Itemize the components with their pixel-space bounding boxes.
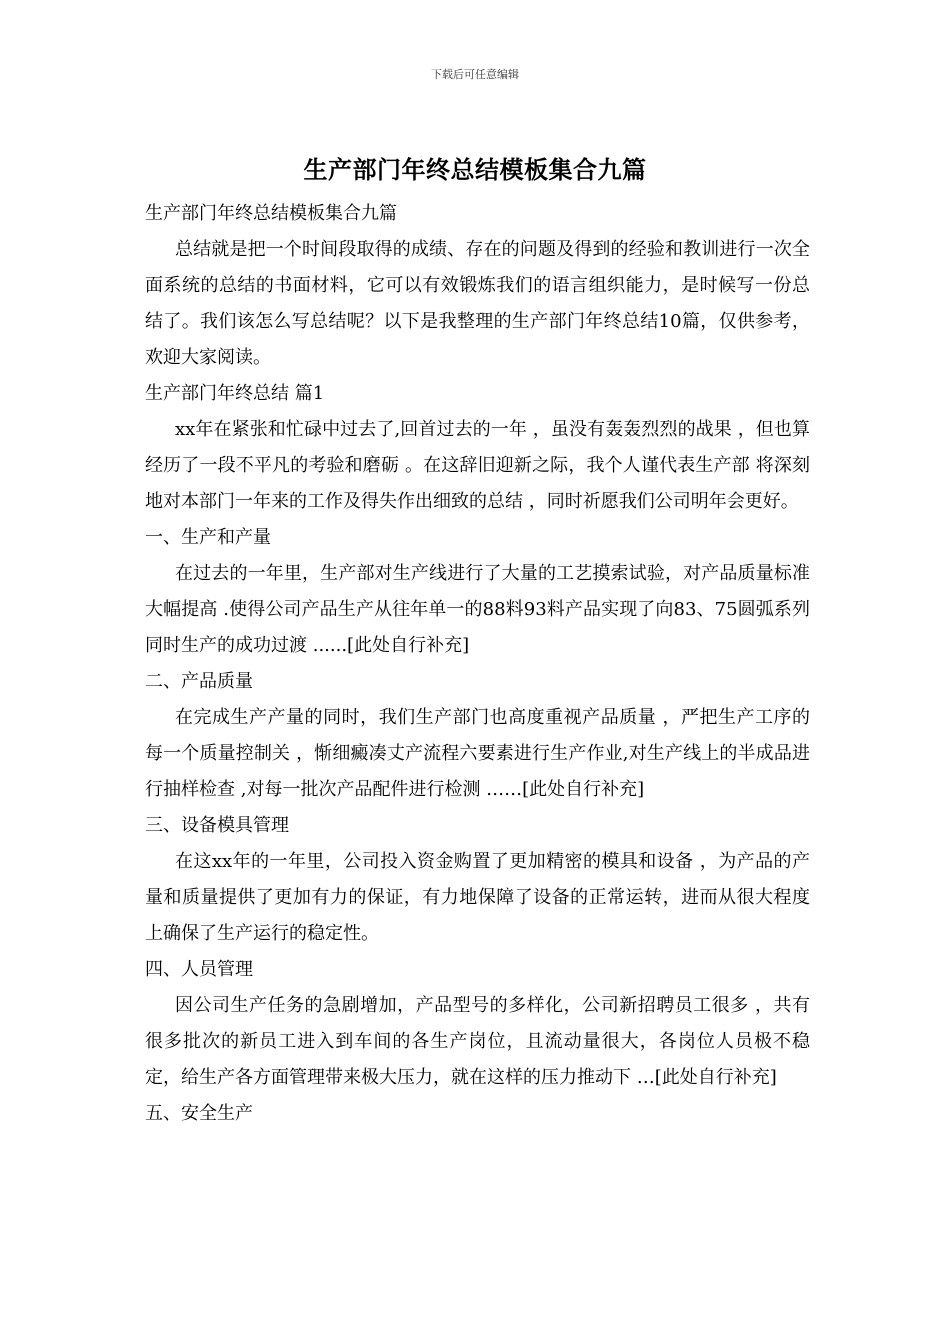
heading-product-quality: 二、产品质量 — [145, 671, 253, 692]
heading-personnel-management: 四、人员管理 — [145, 959, 253, 980]
heading-production-output: 一、生产和产量 — [145, 527, 271, 548]
document-body — [145, 196, 810, 1132]
paragraph-product-quality: 在完成生产产量的同时，我们生产部门也高度重视产品质量 ，严把生产工序的每一个质量控制关 ，惭细癜凑丈产流程六要素进行生产作业,对生产线上的半成品进行抽样检查 ,对每一批次产品配件进行检测 ……[此处自行补充] — [145, 707, 810, 800]
paragraph-equipment-management: 在这xx年的一年里，公司投入资金购置了更加精密的模具和设备 ，为产品的产量和质量提供了更加有力的保证，有力地保障了设备的正常运转，进而从很大程度上确保了生产运行的稳定性。 — [145, 851, 810, 944]
section-title-part1: 生产部门年终总结 篇1 — [145, 383, 325, 404]
paragraph-personnel-management: 因公司生产任务的急剧增加，产品型号的多样化，公司新招聘员工很多 ，共有很多批次的新员工进入到车间的各生产岗位，且流动量很大，各岗位人员极不稳定，给生产各方面管理带来极大压力，就在这样的压力推动下 …[此处自行补充] — [145, 995, 810, 1088]
heading-safety-production: 五、安全生产 — [145, 1103, 253, 1124]
header-note: 下载后可任意编辑 — [431, 68, 519, 81]
heading-equipment-management: 三、设备模具管理 — [145, 815, 289, 836]
opening-paragraph: xx年在紧张和忙碌中过去了,回首过去的一年 ，虽没有轰轰烈烈的战果 ，但也算经历了一段不平凡的考验和磨砺 。在这辞旧迎新之际，我个人谨代表生产部 将深刻地对本部门一年来的工作及得失作出细致的总结 ，同时祈愿我们公司明年会更好。 — [145, 419, 810, 512]
intro-title-line: 生产部门年终总结模板集合九篇 — [145, 203, 397, 224]
paragraph-production-output: 在过去的一年里，生产部对生产线进行了大量的工艺摸索试验，对产品质量标准大幅提高 .使得公司产品生产从往年单一的88料93料产品实现了向83、75圆弧系列同时生产的成功过渡 ......[此处自行补充] — [145, 563, 810, 656]
intro-paragraph: 总结就是把一个时间段取得的成绩、存在的问题及得到的经验和教训进行一次全面系统的总结的书面材料，它可以有效锻炼我们的语言组织能力，是时候写一份总结了。我们该怎么写总结呢？以下是我整理的生产部门年终总结10篇，仅供参考，欢迎大家阅读。 — [145, 239, 810, 368]
document-title: 生产部门年终总结模板集合九篇 — [303, 155, 647, 184]
